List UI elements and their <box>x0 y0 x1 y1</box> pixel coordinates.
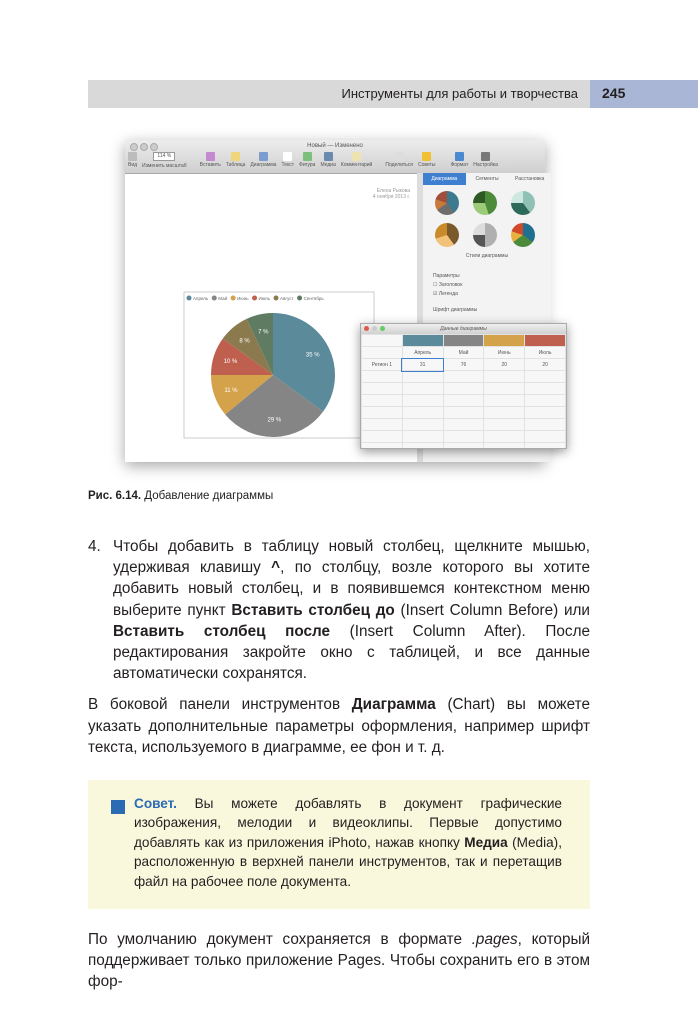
toolbar-icon <box>352 152 361 161</box>
text: В боковой панели инструментов <box>88 696 352 714</box>
toolbar-button[interactable] <box>418 152 436 169</box>
slice-label: 7 % <box>258 329 269 336</box>
toolbar-icon <box>206 152 215 161</box>
document-header <box>330 188 410 200</box>
caption-label: Рис. 6.14. <box>88 490 142 502</box>
header-title: Инструменты для работы и творчества <box>341 86 578 101</box>
toolbar-button[interactable] <box>128 152 137 169</box>
toolbar-buttons <box>128 152 498 169</box>
column-header[interactable]: Апрель <box>402 347 443 359</box>
tab-segments[interactable]: Сегменты <box>475 176 499 182</box>
doc-author: Елена Рыкова <box>376 188 410 194</box>
toolbar-label: Формат <box>450 162 469 168</box>
font-label: Шрифт диаграммы <box>433 307 478 313</box>
toolbar <box>125 140 545 174</box>
data-cell[interactable]: 20 <box>484 359 525 371</box>
toolbar-button[interactable] <box>250 152 276 169</box>
chart-styles <box>435 191 551 247</box>
toolbar-label: Вид <box>128 162 138 168</box>
slice-label: 11 % <box>224 388 238 395</box>
legend-label: Август <box>280 296 294 301</box>
toolbar-icon <box>455 152 464 161</box>
title-checkbox[interactable]: ☐ Заголовок <box>433 282 463 288</box>
paragraph <box>88 929 590 993</box>
legend-marker <box>252 296 257 301</box>
list-number: 4. <box>88 538 101 555</box>
column-header[interactable]: Июль <box>525 347 566 359</box>
toolbar-icon <box>422 152 431 161</box>
tip-label: Совет. <box>134 796 177 812</box>
toolbar-button[interactable] <box>299 152 315 169</box>
legend-label: Сентябрь <box>303 296 324 301</box>
running-header <box>88 80 590 108</box>
styles-label: Стили диаграммы <box>465 253 509 259</box>
menu-item-name: Вставить столбец до <box>231 601 395 619</box>
toolbar-icon <box>303 152 312 161</box>
slice-label: 29 % <box>267 417 282 424</box>
toolbar-label: Фигура <box>299 162 316 168</box>
toolbar-button[interactable] <box>226 152 246 169</box>
toolbar-button[interactable] <box>200 152 221 169</box>
legend-marker <box>212 296 217 301</box>
window-title: Новый — Изменено <box>307 143 363 149</box>
list-item-4 <box>88 536 590 684</box>
legend-marker <box>274 296 279 301</box>
toolbar-label: Диаграмма <box>250 162 277 168</box>
text: Вы можете добавлять в документ графические изображения, мелодии и видеоклипы. Первые допустимо добавлять как из приложения iPhoto, нажав кнопку <box>134 796 562 850</box>
text: , по столбцу, возле которого вы хотите добавить новый столбец, и в появившемся контекстном меню выберите пункт <box>113 559 590 619</box>
legend-option-label: Легенда <box>438 291 458 297</box>
toolbar-label: Таблица <box>225 162 246 168</box>
legend-label: Июнь <box>237 296 249 301</box>
doc-date: 4 ноября 2013 г. <box>372 194 410 200</box>
legend-marker <box>297 296 302 301</box>
tab-arrange[interactable]: Расстановка <box>515 176 545 182</box>
row-header[interactable]: Регион 1 <box>362 359 403 371</box>
toolbar-icon <box>128 152 137 161</box>
style-swatch[interactable] <box>435 191 459 215</box>
tip-box <box>88 780 590 909</box>
data-cell[interactable]: 31 <box>402 359 443 371</box>
slice-label: 8 % <box>239 338 250 345</box>
data-window-title: Данные диаграммы <box>440 326 487 332</box>
text: (Chart) вы можете указать дополнительные параметры оформления, например шрифт текста, используемого в диаграмме, ее фон и т. д. <box>88 696 590 756</box>
toolbar-icon <box>481 152 490 161</box>
zoom-select[interactable]: 114 % <box>153 152 175 161</box>
toolbar-button[interactable] <box>320 152 335 169</box>
data-table <box>361 334 566 449</box>
slice-label: 10 % <box>223 359 238 366</box>
chart-data-window <box>360 323 567 449</box>
toolbar-button[interactable] <box>385 152 413 169</box>
toolbar-label: Настройка <box>473 162 498 168</box>
data-cell[interactable]: 20 <box>525 359 566 371</box>
legend-marker <box>231 296 236 301</box>
title-option-label: Заголовок <box>438 282 463 288</box>
toolbar-button[interactable] <box>473 152 498 169</box>
legend-marker <box>187 296 192 301</box>
tip-marker-icon <box>111 800 125 814</box>
toolbar-button[interactable] <box>341 152 373 169</box>
toolbar-button[interactable] <box>142 152 187 169</box>
style-swatch[interactable] <box>435 223 459 247</box>
term: Медиа <box>464 834 508 850</box>
toolbar-button[interactable] <box>450 152 468 169</box>
caption-text: Добавление диаграммы <box>141 490 274 502</box>
toolbar-icon <box>395 152 404 161</box>
figure-caption <box>88 490 273 502</box>
text: (Insert Column Before) или <box>394 601 590 619</box>
toolbar-label: Комментарий <box>340 162 373 168</box>
toolbar-icon <box>231 152 240 161</box>
column-header[interactable]: Июнь <box>484 347 525 359</box>
toolbar-label: Вставить <box>199 162 221 168</box>
file-extension: .pages <box>471 931 518 949</box>
pages-screenshot <box>125 140 552 462</box>
term: Диаграмма <box>351 696 436 714</box>
toolbar-label: Поделиться <box>385 162 413 168</box>
toolbar-label: Советы <box>417 162 436 168</box>
legend-label: Июль <box>258 296 271 301</box>
toolbar-label: Медиа <box>320 162 336 168</box>
text: (Media), расположенную в верхней панели инструментов, так и перетащив файл на рабочее поле документа. <box>134 834 562 889</box>
legend-label: Апрель <box>193 296 209 301</box>
control-key-icon: ^ <box>271 559 281 577</box>
legend-checkbox[interactable]: ☑ Легенда <box>433 291 458 297</box>
style-swatch[interactable] <box>473 223 497 247</box>
data-cell[interactable]: 76 <box>443 359 484 371</box>
page-number: 245 <box>602 85 626 101</box>
toolbar-label: Текст <box>281 162 295 168</box>
text: , который поддерживает только приложение Pages. Чтобы сохранить его в этом фор- <box>88 931 590 991</box>
pie-chart[interactable] <box>183 290 383 460</box>
paragraph <box>88 694 590 758</box>
text: (Insert Column After). После редактирования закройте окно с таблицей, и все данные автоматически сохранятся. <box>113 622 591 683</box>
toolbar-icon <box>324 152 333 161</box>
body-text <box>88 536 590 993</box>
text: По умолчанию документ сохраняется в формате <box>88 931 472 949</box>
column-header[interactable]: Май <box>443 347 484 359</box>
style-swatch[interactable] <box>511 191 535 215</box>
tab-chart[interactable]: Диаграмма <box>423 173 466 185</box>
legend-label: Май <box>218 296 228 301</box>
page-number-box <box>590 80 698 108</box>
menu-item-name: Вставить столбец после <box>113 622 331 640</box>
toolbar-icon <box>259 152 268 161</box>
text: Чтобы добавить в таблицу новый столбец, щелкните мышью, удерживая клавишу <box>113 538 590 577</box>
style-swatch[interactable] <box>511 223 535 247</box>
toolbar-label: Изменить масштаб <box>142 163 187 169</box>
toolbar-icon <box>283 152 292 161</box>
params-label: Параметры <box>433 273 460 279</box>
toolbar-button[interactable] <box>281 152 294 169</box>
style-swatch[interactable] <box>473 191 497 215</box>
slice-label: 35 % <box>305 352 320 359</box>
